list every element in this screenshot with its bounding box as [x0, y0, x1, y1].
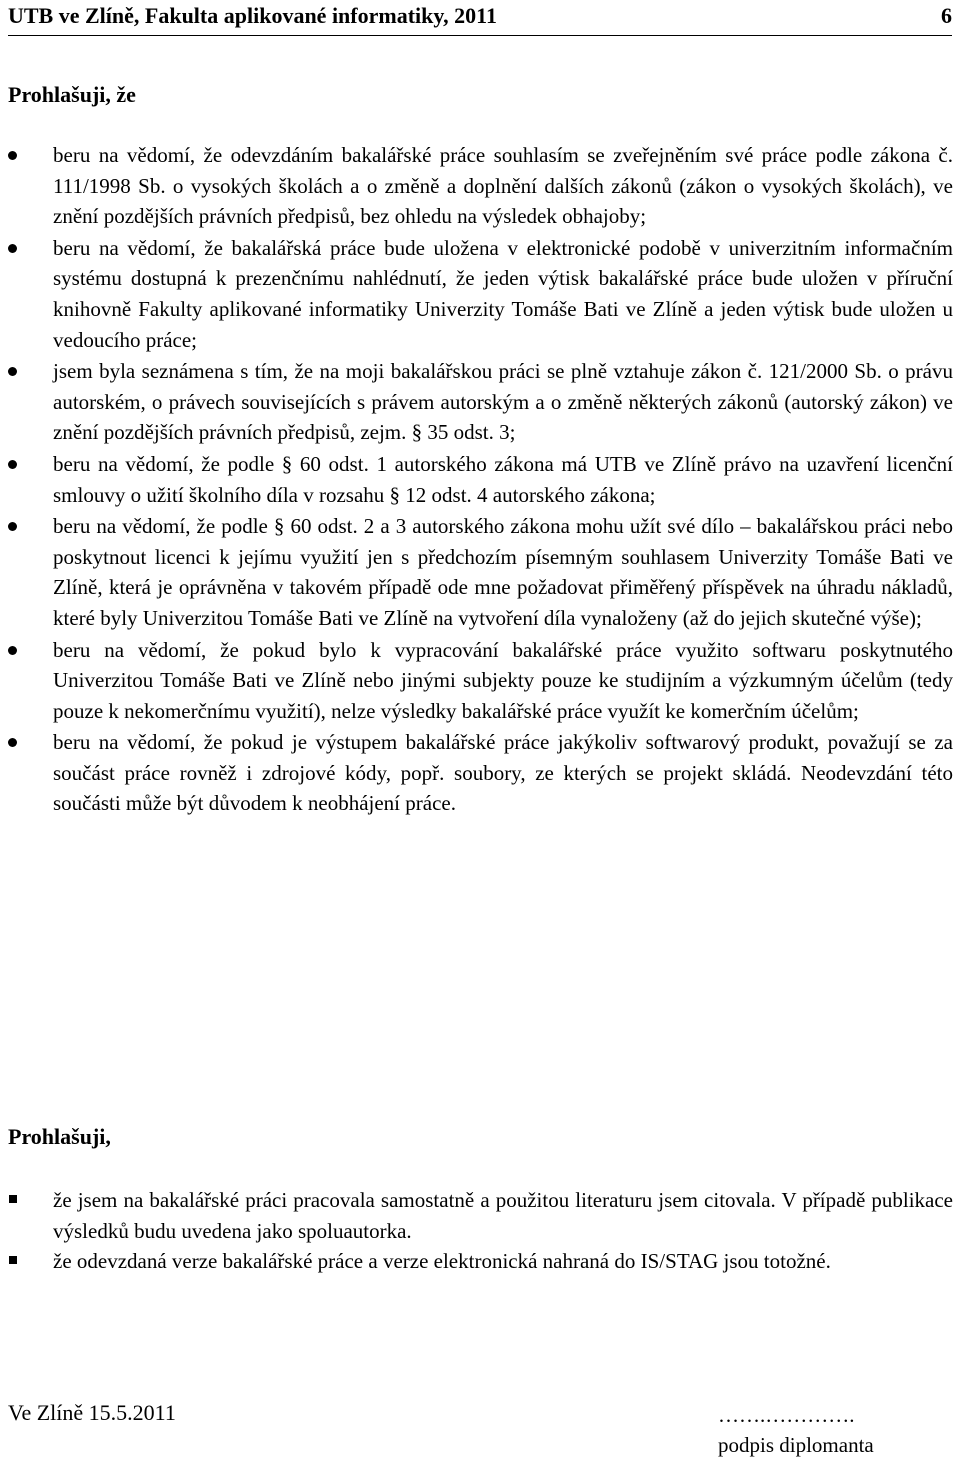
- page-number: 6: [941, 3, 952, 28]
- list-item: beru na vědomí, že pokud je výstupem bakalářské práce jakýkoliv softwarový produkt, považují se za součást práce rovněž i zdrojové kódy, popř. soubory, ze kterých se projekt skládá. Neodevzdání této součásti může být důvodem k neobhájení práce.: [0, 727, 960, 819]
- bullet-dot-icon: [8, 738, 17, 747]
- bullet-dot-icon: [8, 244, 17, 253]
- section2-heading: Prohlašuji,: [8, 1124, 111, 1149]
- bullet-square-icon: [9, 1256, 17, 1264]
- list-item: beru na vědomí, že podle § 60 odst. 2 a 3 autorského zákona mohu užít své dílo – bakalářskou práci nebo poskytnout licenci k jejímu využití jen s předchozím písemným souhlasem Univerzity Tomáše Bati ve Zlíně, která je oprávněna v takovém případě ode mne požadovat přiměřený příspěvek na úhradu nákladů, které byly Univerzitou Tomáše Bati ve Zlíně na vytvoření díla vynaloženy (až do jejich skutečné výše);: [0, 511, 960, 633]
- section1-heading: Prohlašuji, že: [8, 82, 136, 107]
- list-item: beru na vědomí, že pokud bylo k vypracování bakalářské práce využito softwaru poskytnutého Univerzitou Tomáše Bati ve Zlíně nebo jinými subjekty pouze ke studijním a výzkumným účelům (tedy pouze k nekomerčnímu využití), nelze výsledky bakalářské práce využít ke komerčním účelům;: [0, 635, 960, 727]
- declaration-list-1: [0, 140, 960, 820]
- header-title: UTB ve Zlíně, Fakulta aplikované informatiky, 2011: [8, 3, 497, 28]
- declaration-list-2: [0, 1185, 960, 1277]
- bullet-dot-icon: [8, 151, 17, 160]
- signature-label: podpis diplomanta: [718, 1433, 874, 1457]
- list-item: že odevzdaná verze bakalářské práce a verze elektronická nahraná do IS/STAG jsou totožné.: [0, 1246, 960, 1277]
- page-header: [8, 0, 952, 36]
- list-item: beru na vědomí, že odevzdáním bakalářské práce souhlasím se zveřejněním své práce podle zákona č. 111/1998 Sb. o vysokých školách a o změně a doplnění dalších zákonů (zákon o vysokých školách), ve znění pozdějších právních předpisů, bez ohledu na výsledek obhajoby;: [0, 140, 960, 232]
- bullet-square-icon: [9, 1195, 17, 1203]
- place-date: Ve Zlíně 15.5.2011: [8, 1400, 176, 1425]
- bullet-dot-icon: [8, 460, 17, 469]
- signature-line: …….………….: [718, 1403, 855, 1427]
- bullet-dot-icon: [8, 367, 17, 376]
- bullet-dot-icon: [8, 522, 17, 531]
- bullet-dot-icon: [8, 646, 17, 655]
- list-item: jsem byla seznámena s tím, že na moji bakalářskou práci se plně vztahuje zákon č. 121/2000 Sb. o právu autorském, o právech souvisejících s právem autorským a o změně některých zákonů (autorský zákon) ve znění pozdějších právních předpisů, zejm. § 35 odst. 3;: [0, 356, 960, 448]
- list-item: beru na vědomí, že podle § 60 odst. 1 autorského zákona má UTB ve Zlíně právo na uzavření licenční smlouvy o užití školního díla v rozsahu § 12 odst. 4 autorského zákona;: [0, 449, 960, 510]
- list-item: že jsem na bakalářské práci pracovala samostatně a použitou literaturu jsem citovala. V případě publikace výsledků budu uvedena jako spoluautorka.: [0, 1185, 960, 1246]
- signature-block: [718, 1400, 874, 1460]
- list-item: beru na vědomí, že bakalářská práce bude uložena v elektronické podobě v univerzitním informačním systému dostupná k prezenčnímu nahlédnutí, že jeden výtisk bakalářské práce bude uložen v příruční knihovně Fakulty aplikované informatiky Univerzity Tomáše Bati ve Zlíně a jeden výtisk bude uložen u vedoucího práce;: [0, 233, 960, 355]
